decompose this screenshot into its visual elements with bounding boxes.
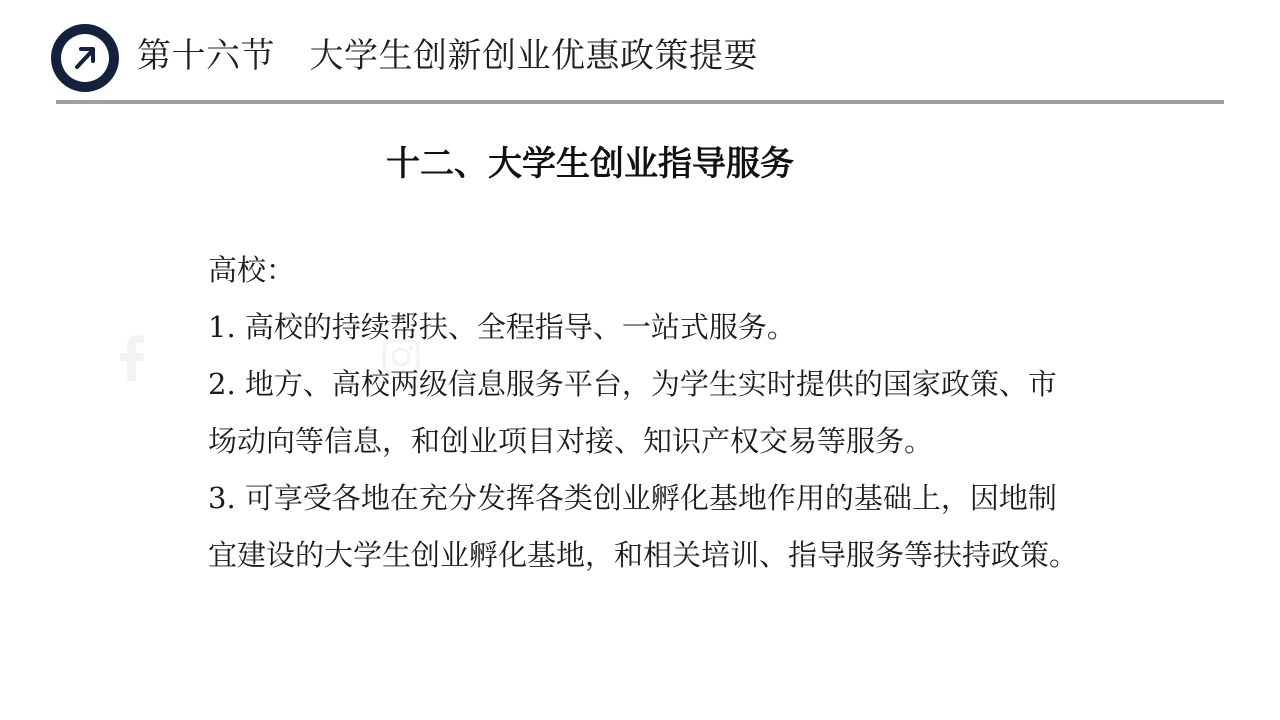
header-divider xyxy=(56,100,1224,104)
content-body xyxy=(208,242,1188,584)
content-line: 场动向等信息，和创业项目对接、知识产权交易等服务。 xyxy=(208,424,934,458)
section-title: 十二、大学生创业指导服务 xyxy=(386,144,794,184)
content-heading: 高校： xyxy=(208,253,296,287)
content-line: 2. 地方、高校两级信息服务平台，为学生实时提供的国家政策、市 xyxy=(208,367,1057,401)
content-line: 1. 高校的持续帮扶、全程指导、一站式服务。 xyxy=(208,310,796,344)
arrow-up-right-circle-icon xyxy=(51,24,119,92)
content-line: 宜建设的大学生创业孵化基地，和相关培训、指导服务等扶持政策。 xyxy=(208,538,1079,572)
page-title: 第十六节 大学生创新创业优惠政策提要 xyxy=(137,36,758,76)
content-line: 3. 可享受各地在充分发挥各类创业孵化基地作用的基础上，因地制 xyxy=(208,481,1057,515)
facebook-icon xyxy=(119,335,145,381)
